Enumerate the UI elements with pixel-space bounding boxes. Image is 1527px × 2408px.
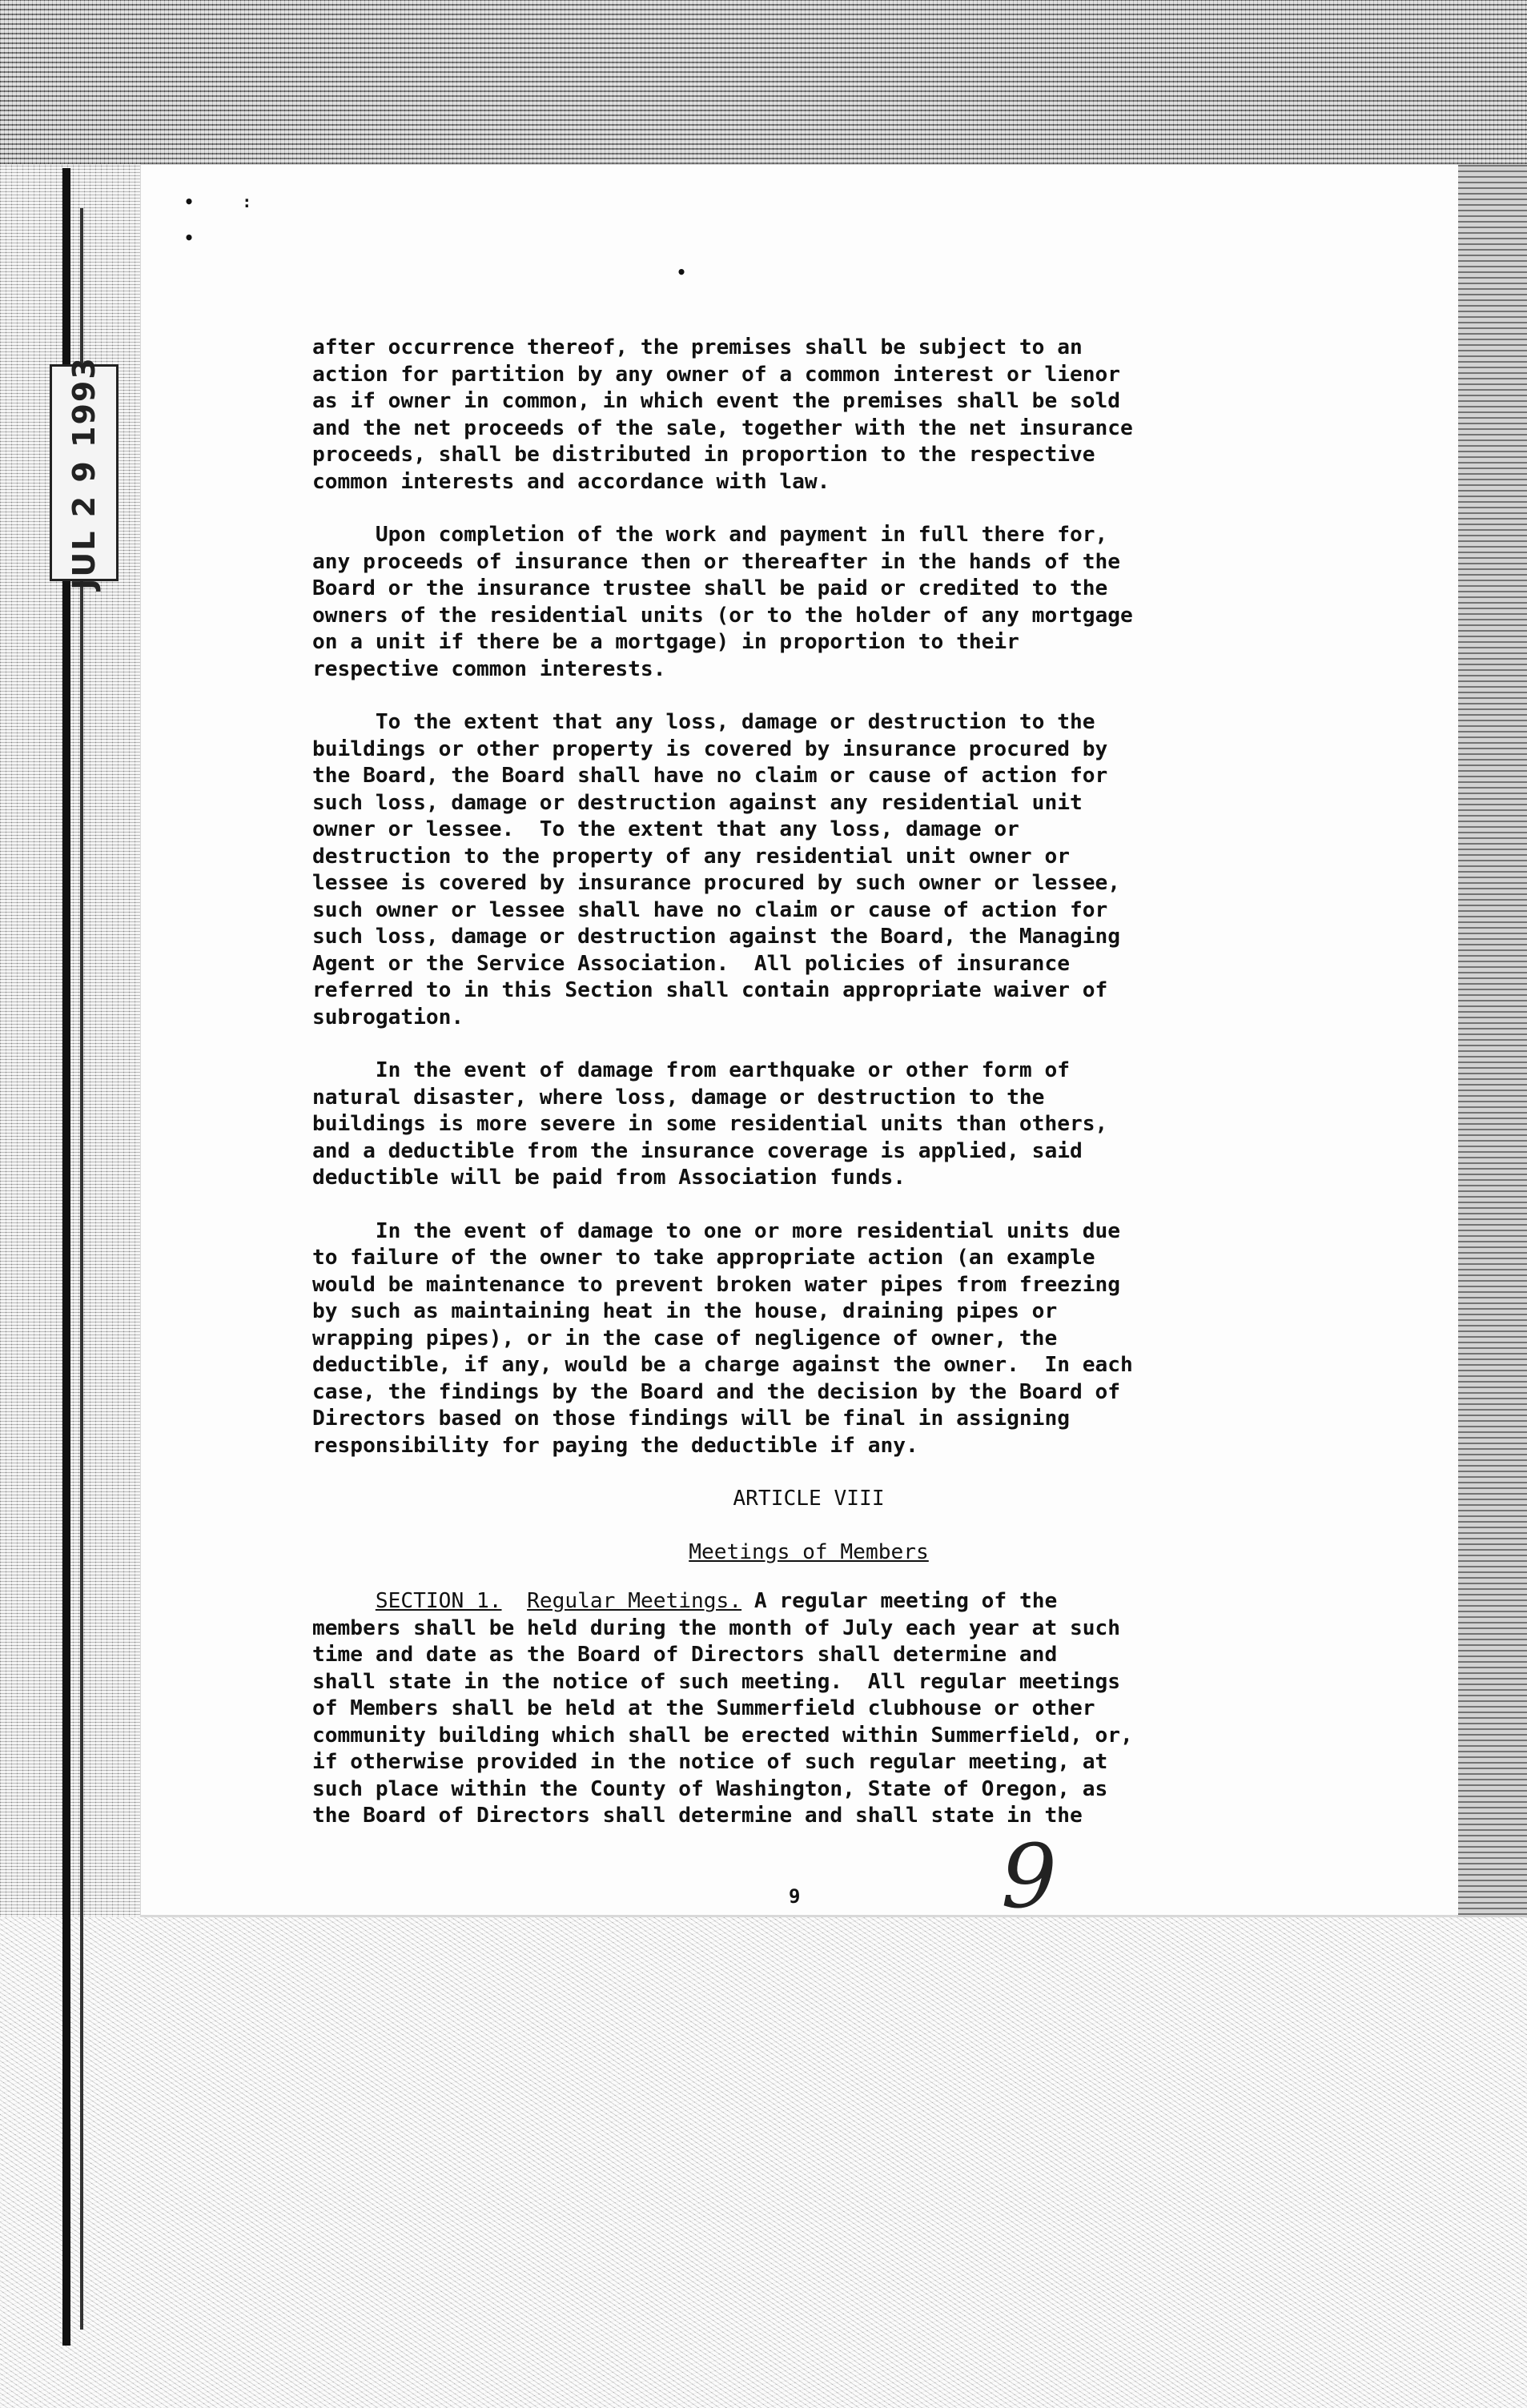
paragraph: In the event of damage to one or more residential units due to failure of the owner to take appropriate action (an example would be maintenance to prevent broken water pipes from freezing by such as maintaining heat in the house, draining pipes or wrapping pipes), or in the case of negligence of owner, the deductible, if any, would be a charge against the owner. In each case, the findings by the Board and the decision by the Board of Directors based on those findings will be final in assigning responsibility for paying the deductible if any. [312,1218,1133,1458]
article-heading: ARTICLE VIII [733,1487,885,1511]
date-stamp-text: JUL 2 9 1993 [66,355,102,590]
page-number: 9 [789,1885,801,1908]
speck-mark: • [184,228,195,247]
date-stamp [50,355,119,590]
paragraph: after occurrence thereof, the premises shall be subject to an action for partition by any owner of a common interest or lienor as if owner in common, in which event the premises shall be sold and the net proceeds of the sale, together with the net insurance proceeds, shall be distributed in proportion to the respective common interests and accordance with law. [312,335,1133,494]
scan-noise-top [0,0,1527,164]
section-text: A regular meeting of the members shall be held during the month of July each year at such time and date as the Board of Directors shall determine and shall state in the notice of such meeting. All regular meetings of Members shall be held at the Summerfield clubhouse or other community building which shall be erected within Summerfield, or, if otherwise provided in the notice of such regular meeting, at such place within the County of Washington, State of Oregon, as the Board of Directors shall determine and shall state in the [312,1589,1133,1828]
section-paragraph [312,1588,1273,1830]
paragraph: To the extent that any loss, damage or destruction to the buildings or other property is covered by insurance procured by the Board, the Board shall have no claim or cause of action for such loss, damage or destruction against any residential unit owner or lessee. To the extent that any loss, damage or destruction to the property of any residential unit owner or lessee is covered by insurance procured by such owner or lessee, such owner or lessee shall have no claim or cause of action for such loss, damage or destruction against the Board, the Managing Agent or the Service Association. All policies of insurance referred to in this Section shall contain appropriate waiver of subrogation. [312,710,1121,1029]
section-label: SECTION 1. [375,1589,502,1613]
scan-noise-bottom [0,1917,1527,2408]
paragraph: In the event of damage from earthquake or other form of natural disaster, where loss, damage or destruction to the buildings is more severe in some residential units than others, and a deductible from the insurance coverage is applied, said deductible will be paid from Association funds. [312,1058,1108,1190]
document-body [312,335,1273,1856]
speck-mark: • : [184,192,252,211]
article-subheading: Meetings of Members [689,1539,929,1564]
speck-mark: • [677,263,687,282]
section-title: Regular Meetings. [527,1589,742,1613]
handwritten-page-number: 9 [1001,1825,1057,1928]
paragraph: Upon completion of the work and payment in full there for, any proceeds of insurance then or thereafter in the hands of the Board or the insurance trustee shall be paid or credited to the owners of the residential units (or to the holder of any mortgage on a unit if there be a mortgage) in proportion to their respective common interests. [312,523,1133,681]
